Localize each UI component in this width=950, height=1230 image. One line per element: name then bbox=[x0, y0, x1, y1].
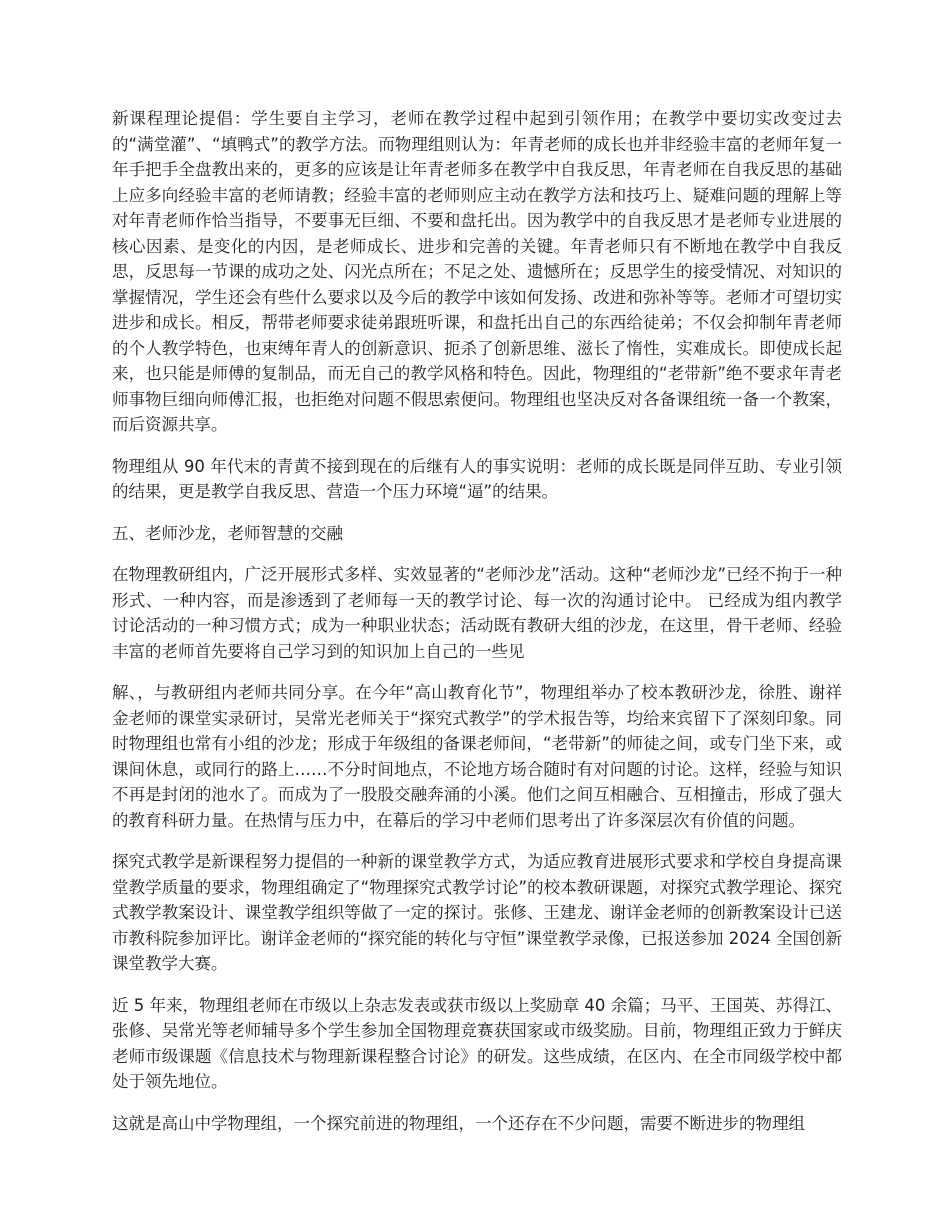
paragraph-salon-sharing: 解、，与教研组内老师共同分享。在今年“高山教育化节”，物理组举办了校本教研沙龙，徐胜、谢祥金老师的课堂实录研讨，吴常光老师关于“探究式教学”的学术报告等，均给来宾留下了深刻印象。同时物理组也常有小组的沙龙；形成于年级组的备课老师间，“老带新”的师徒之间，或专门坐下来，或课间休息，或同行的路上……不分时间地点，不论地方场合随时有对问题的讨论。这样，经验与知识不再是封闭的池水了。而成为了一股股交融奔涌的小溪。他们之间互相融合、互相撞击，形成了强大的教育科研力量。在热情与压力中，在幕后的学习中老师们思考出了许多深层次有价值的问题。 bbox=[112, 683, 842, 830]
paragraph-salon-intro: 在物理教研组内，广泛开展形式多样、实效显著的“老师沙龙”活动。这种“老师沙龙”已经不拘于一种形式、一种内容，而是渗透到了老师每一天的教学讨论、每一次的沟通讨论中。 已经成为组内教学讨论活动的一种习惯方式；成为一种职业状态；活动既有教研大组的沙龙，在这里，骨干老师、经验丰富的老师首先要将自己学习到的知识加上自己的一些见 bbox=[112, 565, 842, 661]
paragraph-achievements: 近 5 年来，物理组老师在市级以上杂志发表或获市级以上奖励章 40 余篇；马平、王国英、苏得江、张修、吴常光等老师辅导多个学生参加全国物理竞赛获国家或市级奖励。目前，物理组正致力于鲜庆老师市级课题《信息技术与物理新课程整合讨论》的研发。这些成绩，在区内、在全市同级学校中都处于领先地位。 bbox=[112, 995, 842, 1091]
paragraph-growth-conclusion: 物理组从 90 年代末的青黄不接到现在的后继有人的事实说明：老师的成长既是同伴互助、专业引领的结果，更是教学自我反思、营造一个压力环境“逼”的结果。 bbox=[112, 456, 842, 501]
paragraph-closing: 这就是高山中学物理组，一个探究前进的物理组，一个还存在不少问题，需要不断进步的物理组 bbox=[112, 1113, 805, 1133]
document-page bbox=[112, 106, 842, 1152]
section-heading-teacher-salon: 五、老师沙龙，老师智慧的交融 bbox=[112, 523, 343, 543]
paragraph-inquiry-teaching: 探究式教学是新课程努力提倡的一种新的课堂教学方式，为适应教育进展形式要求和学校自身提高课堂教学质量的要求，物理组确定了“物理探究式教学讨论”的校本教研课题，对探究式教学理论、探究式教学教案设计、课堂教学组织等做了一定的探讨。张修、王建龙、谢详金老师的创新教案设计已送市教科院参加评比。谢详金老师的“探究能的转化与守恒”课堂教学录像，已报送参加 2024 全国创新课堂教学大赛。 bbox=[112, 852, 842, 973]
paragraph-teacher-self-reflection: 新课程理论提倡：学生要自主学习，老师在教学过程中起到引领作用；在教学中要切实改变过去的“满堂灌”、“填鸭式”的教学方法。而物理组则认为：年青老师的成长也并非经验丰富的老师年复一年手把手全盘教出来的，更多的应该是让年青老师多在教学中自我反思，年青老师在自我反思的基础上应多向经验丰富的老师请教；经验丰富的老师则应主动在教学方法和技巧上、疑难问题的理解上等对年青老师作恰当指导，不要事无巨细、不要和盘托出。因为教学中的自我反思才是老师专业进展的核心因素、是变化的内因，是老师成长、进步和完善的关键。年青老师只有不断地在教学中自我反思，反思每一节课的成功之处、闪光点所在；不足之处、遗憾所在；反思学生的接受情况、对知识的掌握情况，学生还会有些什么要求以及今后的教学中该如何发扬、改进和弥补等等。老师才可望切实进步和成长。相反，帮带老师要求徒弟跟班听课，和盘托出自己的东西给徒弟；不仅会抑制年青老师的个人教学特色，也束缚年青人的创新意识、扼杀了创新思维、滋长了惰性，实难成长。即使成长起来，也只能是师傅的复制品，而无自己的教学风格和特色。因此，物理组的“老带新”绝不要求年青老师事物巨细向师傅汇报，也拒绝对问题不假思索便问。物理组也坚决反对各备课组统一备一个教案，而后资源共享。 bbox=[112, 109, 842, 434]
